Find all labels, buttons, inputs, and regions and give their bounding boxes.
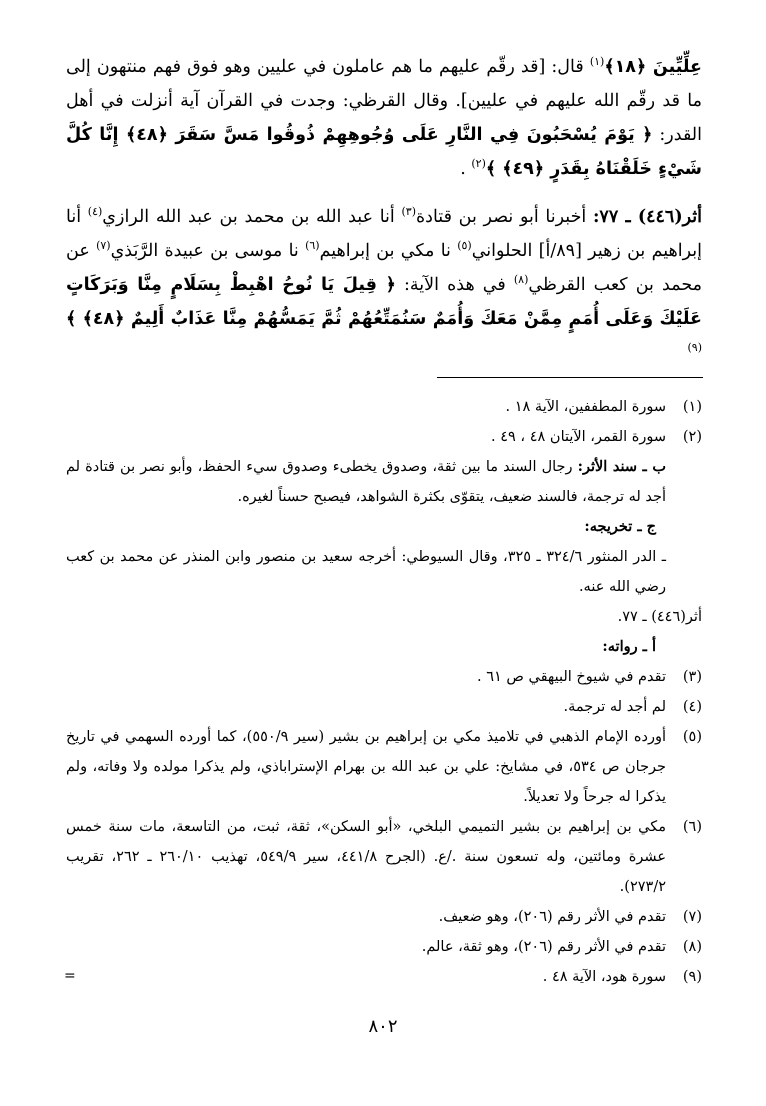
footnote-text: سورة هود، الآية ٤٨ . xyxy=(542,969,666,985)
footnote-text: تقدم في الأثر رقم (٢٠٦)، وهو ضعيف. xyxy=(438,909,666,925)
paragraph-text: نا موسى بن عبيدة الرَّبَذي xyxy=(110,241,306,261)
footnote-text: مكي بن إبراهيم بن بشير التميمي البلخي، «أبو السكن»، ثقة، ثبت، من التاسعة، مات سنة خمس عشرة ومائتين، وله تسعون سنة ./ع. (الجرح ٤٤١/٨، سير ٥٤٩/٩، تهذيب ٢٦٠/١٠ ـ ٢٦٢، تقريب ٢٧٣/٢). xyxy=(66,819,666,895)
paragraph-2 xyxy=(66,200,702,370)
footnote-number: (٥) xyxy=(682,729,702,745)
footnotes xyxy=(66,392,702,992)
footnote-number: (٢) xyxy=(682,429,702,445)
footnote-number: (٧) xyxy=(682,909,702,925)
footnote-text: تقدم في شيوخ البيهقي ص ٦١ . xyxy=(476,669,666,685)
paragraph-text: أنا إبراهيم بن زهير [٨٩/أ] الحلواني xyxy=(66,207,702,261)
footnote-7 xyxy=(66,902,702,932)
footnote-8 xyxy=(66,932,702,962)
footnote-number: (١) xyxy=(682,399,702,415)
footnote-2 xyxy=(66,422,702,452)
paragraph-text: أنا عبد الله بن محمد بن عبد الله الرازي xyxy=(102,207,402,227)
takhrij-label: ج ـ تخريجه: xyxy=(584,518,656,535)
continuation-mark: = xyxy=(64,968,76,984)
footnote-number: (٦) xyxy=(682,819,702,835)
narrators-label: أ ـ رواته: xyxy=(602,638,656,655)
footnote-1 xyxy=(66,392,702,422)
footnote-ref: (٨) xyxy=(513,273,529,287)
paragraph-text: قال: [قد رقّم عليهم ما هم عاملون في عليين وهو فوق فهم منتهون إلى ما قد رقّم الله عليهم في عليين]. وقال القرظي: وجدت في القرآن آية أنزلت في أهل القدر: xyxy=(66,57,702,145)
footnote-4 xyxy=(66,692,702,722)
footnote-text: لم أجد له ترجمة. xyxy=(563,699,666,715)
footnote-text: سورة القمر، الآيتان ٤٨ ، ٤٩ . xyxy=(491,429,666,445)
page-number: ٨٠٢ xyxy=(368,1016,398,1037)
footnote-3 xyxy=(66,662,702,692)
footnote-ref: (٤) xyxy=(87,205,103,219)
quran-quote: ﴿ قِيلَ يَا نُوحُ اهْبِطْ بِسَلَامٍ مِنَّا وَبَرَكَاتٍ عَلَيْكَ وَعَلَى أُمَمٍ مِمَّنْ مَعَكَ وَأُمَمٌ سَنُمَتِّعُهُمْ ثُمَّ يَمَسُّهُمْ مِنَّا عَذَابٌ أَلِيمٌ ﴿٤٨﴾ ﴾ xyxy=(66,275,703,329)
footnote-number: (٣) xyxy=(682,669,702,685)
main-text xyxy=(66,50,702,384)
footnote-text: أورده الإمام الذهبي في تلاميذ مكي بن إبراهيم بن بشير (سير ٥٥٠/٩)، كما أورده السهمي في تاريخ جرجان ص ٥٣٤، في مشايخ: علي بن عبد الله بن بهرام الإستراباذي، ولم يذكرا مولده ولا وفاته، ولم يذكرا له جرحاً ولا تعديلاً. xyxy=(66,729,667,805)
footnote-text: سورة المطففين، الآية ١٨ . xyxy=(505,399,666,415)
quran-quote: ﴿ يَوْمَ يُسْحَبُونَ فِي النَّارِ عَلَى وُجُوهِهِمْ ذُوقُوا مَسَّ سَقَرَ ﴿٤٨﴾ إِنَّا كُلَّ شَيْءٍ خَلَقْنَاهُ بِقَدَرٍ ﴿٤٩﴾ ﴾ xyxy=(66,125,702,179)
athar-label: أثر(٤٤٦) ـ ٧٧: xyxy=(592,207,702,227)
paragraph-text: في هذه الآية: xyxy=(395,275,514,295)
footnote-number: (٨) xyxy=(682,939,702,955)
footnote-ref: (١) xyxy=(589,55,605,69)
footnote-6 xyxy=(66,812,702,902)
footnote-ref: (٢) xyxy=(471,157,486,171)
paragraph-1 xyxy=(66,50,702,186)
footnote-ref: (٣) xyxy=(401,205,416,219)
footnote-number: (٩) xyxy=(682,969,702,985)
footnote-ref: (٦) xyxy=(305,239,320,253)
footnote-9 xyxy=(66,962,702,992)
footnote-ref: (٥) xyxy=(457,239,472,253)
footnote-ref: (٩) xyxy=(687,341,702,355)
footnote-divider xyxy=(437,377,703,378)
footnote-text: تقدم في الأثر رقم (٢٠٦)، وهو ثقة، عالم. xyxy=(421,939,666,955)
paragraph-text: نا مكي بن إبراهيم xyxy=(319,241,458,261)
footnote-ref: (٧) xyxy=(96,239,111,253)
paragraph-text: عن محمد بن كعب القرظي xyxy=(66,241,702,295)
footnote-number: (٤) xyxy=(682,699,702,715)
isnad-text: رجال السند ما بين ثقة، وصدوق يخطىء وصدوق سيء الحفظ، وأبو نصر بن قتادة لم أجد له ترجمة، فالسند ضعيف، يتقوّى بكثرة الشواهد، فيصبح حسناً لغيره. xyxy=(66,459,666,505)
takhrij-text: ـ الدر المنثور ٣٢٤/٦ ـ ٣٢٥، وقال السيوطي: أخرجه سعيد بن منصور وابن المنذر عن محمد بن كعب رضي الله عنه. xyxy=(66,549,666,595)
paragraph-text: أخبرنا أبو نصر بن قتادة xyxy=(416,207,593,227)
isnad-label: ب ـ سند الأثر: xyxy=(577,458,666,475)
paragraph-text: . xyxy=(460,159,472,179)
footnote-5 xyxy=(66,722,702,812)
athar-reference: أثر(٤٤٦) ـ ٧٧. xyxy=(617,609,702,625)
isnad-section xyxy=(66,452,702,512)
quran-quote: عِلِّيِّينَ ﴿١٨﴾ xyxy=(604,57,702,77)
